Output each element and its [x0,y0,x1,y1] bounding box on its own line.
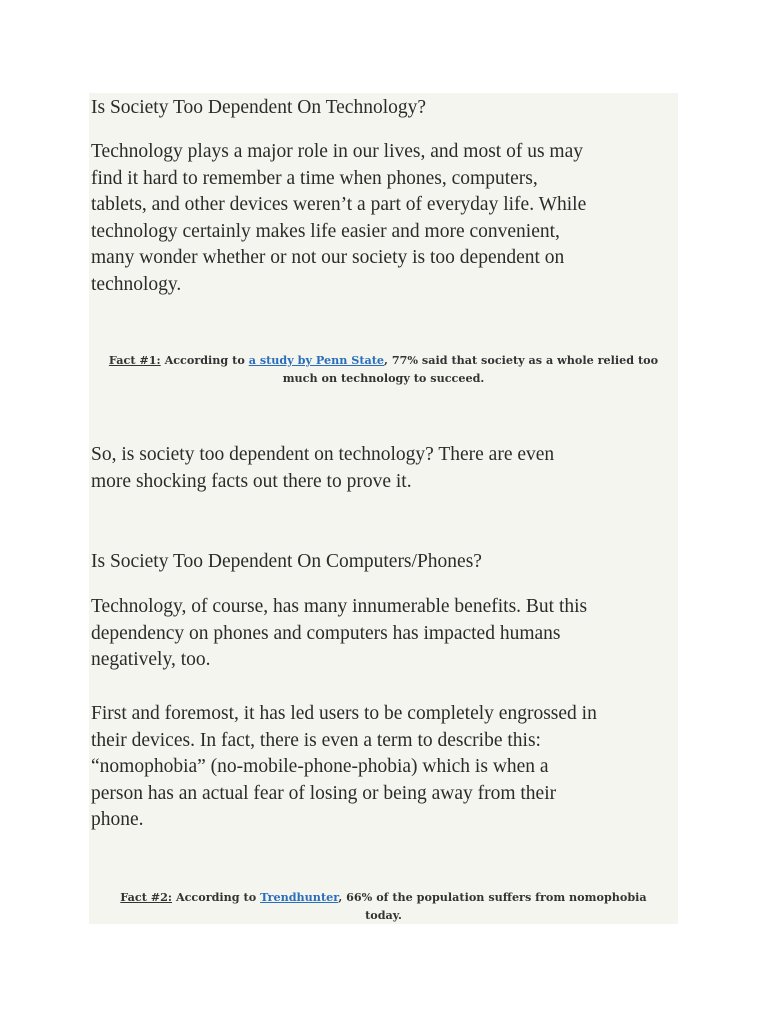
paragraph-line: technology certainly makes life easier and more convenient, [91,220,560,242]
paragraph-line: dependency on phones and computers has impacted humans [91,622,561,644]
fact-1-callout [89,351,678,387]
fact-1-line-2: much on technology to succeed. [282,371,485,385]
section-heading-computers-phones: Is Society Too Dependent On Computers/Phones? [91,551,482,572]
fact-1-label: Fact #1: [108,353,161,367]
paragraph-line: First and foremost, it has led users to be completely engrossed in [91,703,597,724]
document-content [89,93,678,924]
fact-1-text-after-link: , 77% said that society as a whole relied too [384,353,659,367]
paragraph-line: phone. [91,809,144,830]
fact-2-label: Fact #2: [120,890,173,904]
paragraph-line: technology. [91,273,182,295]
trendhunter-link[interactable]: Trendhunter [260,890,339,904]
fact-2-line-1 [89,888,678,906]
fact-2-callout [89,888,678,924]
nomophobia-paragraph [91,701,681,834]
paragraph-line: person has an actual fear of losing or being away from their [91,782,557,804]
fact-2-line-2: today. [365,908,402,922]
section-heading-technology: Is Society Too Dependent On Technology? [91,97,427,118]
intro-paragraph [91,139,681,298]
paragraph-line: Technology plays a major role in our lives, and most of us may [91,141,583,162]
fact-2-text-before-link: According to [172,890,261,904]
penn-state-study-link[interactable]: a study by Penn State [248,353,385,367]
paragraph-line: “nomophobia” (no-mobile-phone-phobia) which is when a [91,756,549,777]
followup-paragraph [91,442,681,495]
paragraph-line: tablets, and other devices weren’t a part of everyday life. While [91,194,587,215]
fact-1-text-before-link: According to [160,353,249,367]
paragraph-line: So, is society too dependent on technology? There are even [91,444,555,465]
fact-2-text-after-link: , 66% of the population suffers from nomophobia [338,890,647,904]
paragraph-line: negatively, too. [91,649,211,670]
benefits-paragraph [91,594,681,674]
fact-1-line-1 [89,351,678,369]
paragraph-line: more shocking facts out there to prove it. [91,470,412,492]
paragraph-line: many wonder whether or not our society is too dependent on [91,247,565,268]
paragraph-line: find it hard to remember a time when phones, computers, [91,167,538,189]
paragraph-line: Technology, of course, has many innumerable benefits. But this [91,596,588,617]
paragraph-line: their devices. In fact, there is even a term to describe this: [91,729,541,751]
